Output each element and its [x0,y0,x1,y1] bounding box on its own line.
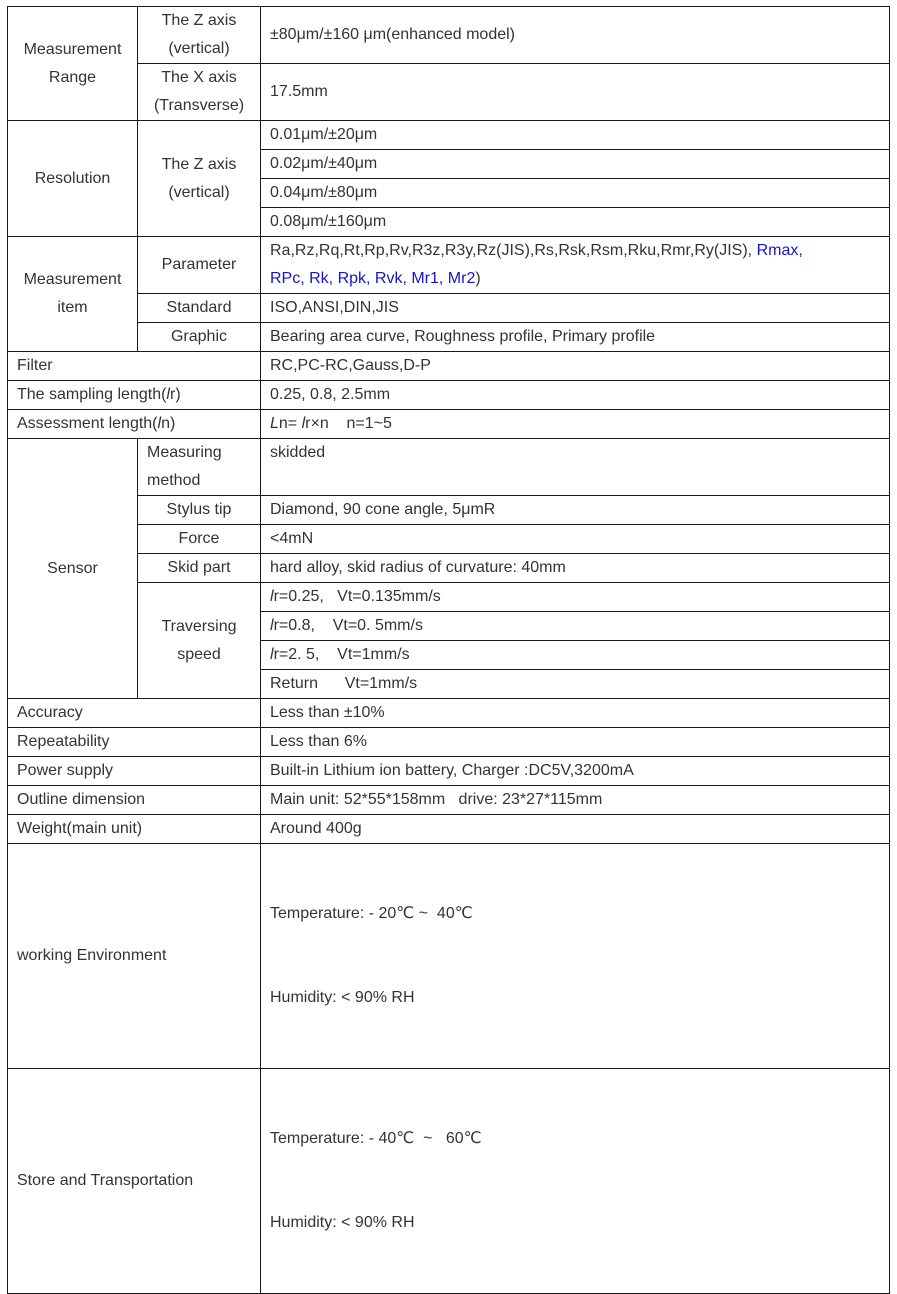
measurement-item-label [8,237,138,352]
working-environment-value [261,844,890,1069]
row-measurement-range-x [8,64,890,121]
row-skid-part [8,554,890,583]
traversing-speed-line1: Traversing [161,617,237,635]
row-power-supply [8,757,890,786]
force-label: Force [138,525,261,554]
weight-value: Around 400g [261,815,890,844]
accuracy-value: Less than ±10% [261,699,890,728]
row-force [8,525,890,554]
sampling-length-value: 0.25, 0.8, 2.5mm [261,381,890,410]
assessment-length-label [8,410,261,439]
assessment-length-value [261,410,890,439]
force-value: <4mN [261,525,890,554]
filter-label: Filter [8,352,261,381]
lr-italic: l [270,646,274,663]
outline-dimension-value: Main unit: 52*55*158mm drive: 23*27*115mm [261,786,890,815]
x-axis-label [138,64,261,121]
power-supply-label: Power supply [8,757,261,786]
filter-value: RC,PC-RC,Gauss,D-P [261,352,890,381]
traversing-speed-value [261,612,890,641]
graphic-label: Graphic [138,323,261,352]
sampling-length-prefix: The sampling length( [17,386,167,403]
standard-value: ISO,ANSI,DIN,JIS [261,294,890,323]
standard-label: Standard [138,294,261,323]
row-repeatability [8,728,890,757]
row-parameter [8,237,890,294]
measurement-range-text: Measurement Range [23,40,122,86]
traversing-speed-value [261,641,890,670]
resolution-value: 0.01μm/±20μm [261,121,890,150]
row-measuring-method [8,439,890,496]
graphic-value: Bearing area curve, Roughness profile, Primary profile [261,323,890,352]
row-stylus-tip [8,496,890,525]
traversing-speed-label [138,583,261,699]
resolution-value: 0.04μm/±80μm [261,179,890,208]
assessment-length-suffix: n) [161,415,176,432]
sampling-length-label [8,381,261,410]
sensor-label: Sensor [8,439,138,699]
traversing-text: r=2. 5, Vt=1mm/s [273,646,410,663]
row-sampling-length [8,381,890,410]
assessment-l: l [301,415,306,432]
assessment-part1: n= [278,415,302,432]
measurement-item-text: Measurement item [23,271,122,316]
z-axis-label-line1: The Z axis [161,12,237,29]
working-humidity: Humidity: < 90% RH [270,989,415,1006]
weight-label: Weight(main unit) [8,815,261,844]
row-store-transportation [8,1069,890,1294]
parameter-value [261,237,890,294]
z-axis-label [138,7,261,64]
row-traversing-1 [8,583,890,612]
sampling-length-suffix: r) [169,386,181,403]
working-temperature: Temperature: - 20℃ ~ 40℃ [270,905,473,922]
assessment-part2: r×n n=1~5 [305,415,392,432]
assessment-length-italic: l [157,415,162,432]
x-axis-label-line2: (Transverse) [153,97,245,114]
traversing-speed-line2: speed [177,645,221,663]
row-outline-dimension [8,786,890,815]
measurement-range-label [8,7,138,121]
parameter-label: Parameter [138,237,261,294]
measuring-method-line2: method [147,472,201,489]
measuring-method-line1: Measuring [147,444,222,461]
resolution-z-axis-line2: (vertical) [168,183,230,201]
specification-table [7,6,890,1294]
traversing-text: r=0.25, Vt=0.135mm/s [273,588,441,605]
z-axis-range-value: ±80μm/±160 μm(enhanced model) [261,7,890,64]
sampling-length-italic: l [166,386,170,403]
skid-part-value: hard alloy, skid radius of curvature: 40mm [261,554,890,583]
z-axis-label-line2: (vertical) [168,40,230,57]
x-axis-label-line1: The X axis [161,69,237,86]
traversing-text: Return Vt=1mm/s [270,675,418,692]
traversing-text: r=0.8, Vt=0. 5mm/s [273,617,423,634]
measuring-method-label [138,439,261,496]
row-measurement-range-z [8,7,890,64]
store-transportation-value [261,1069,890,1294]
repeatability-label: Repeatability [8,728,261,757]
stylus-tip-label: Stylus tip [138,496,261,525]
power-supply-value: Built-in Lithium ion battery, Charger :DC5V,3200mA [261,757,890,786]
row-graphic [8,323,890,352]
accuracy-label: Accuracy [8,699,261,728]
resolution-z-axis-label [138,121,261,237]
lr-italic: l [270,588,274,605]
measuring-method-value: skidded [261,439,890,496]
traversing-speed-value [261,583,890,612]
traversing-speed-value [261,670,890,699]
repeatability-value: Less than 6% [261,728,890,757]
outline-dimension-label: Outline dimension [8,786,261,815]
row-resolution-1 [8,121,890,150]
skid-part-label: Skid part [138,554,261,583]
resolution-z-axis-line1: The Z axis [161,155,237,173]
parameter-list-blue-2: RPc, Rk, Rpk, Rvk, Mr1, Mr2 [270,270,476,287]
resolution-label: Resolution [8,121,138,237]
stylus-tip-value: Diamond, 90 cone angle, 5μmR [261,496,890,525]
assessment-L: L [270,415,279,432]
row-working-environment [8,844,890,1069]
x-axis-range-value: 17.5mm [261,64,890,121]
parameter-list-black: Ra,Rz,Rq,Rt,Rp,Rv,R3z,R3y,Rz(JIS),Rs,Rsk,Rsm,Rku,Rmr,Ry(JIS), [270,242,757,259]
row-weight [8,815,890,844]
working-environment-label: working Environment [8,844,261,1069]
store-transportation-label: Store and Transportation [8,1069,261,1294]
parameter-list-close: ) [475,270,481,287]
row-assessment-length [8,410,890,439]
assessment-length-prefix: Assessment length( [17,415,158,432]
store-temperature: Temperature: - 40℃ ~ 60℃ [270,1130,482,1147]
lr-italic: l [270,617,274,634]
row-filter [8,352,890,381]
parameter-list-blue-1: Rmax, [756,242,803,259]
row-accuracy [8,699,890,728]
resolution-value: 0.08μm/±160μm [261,208,890,237]
row-standard [8,294,890,323]
resolution-value: 0.02μm/±40μm [261,150,890,179]
store-humidity: Humidity: < 90% RH [270,1214,415,1231]
